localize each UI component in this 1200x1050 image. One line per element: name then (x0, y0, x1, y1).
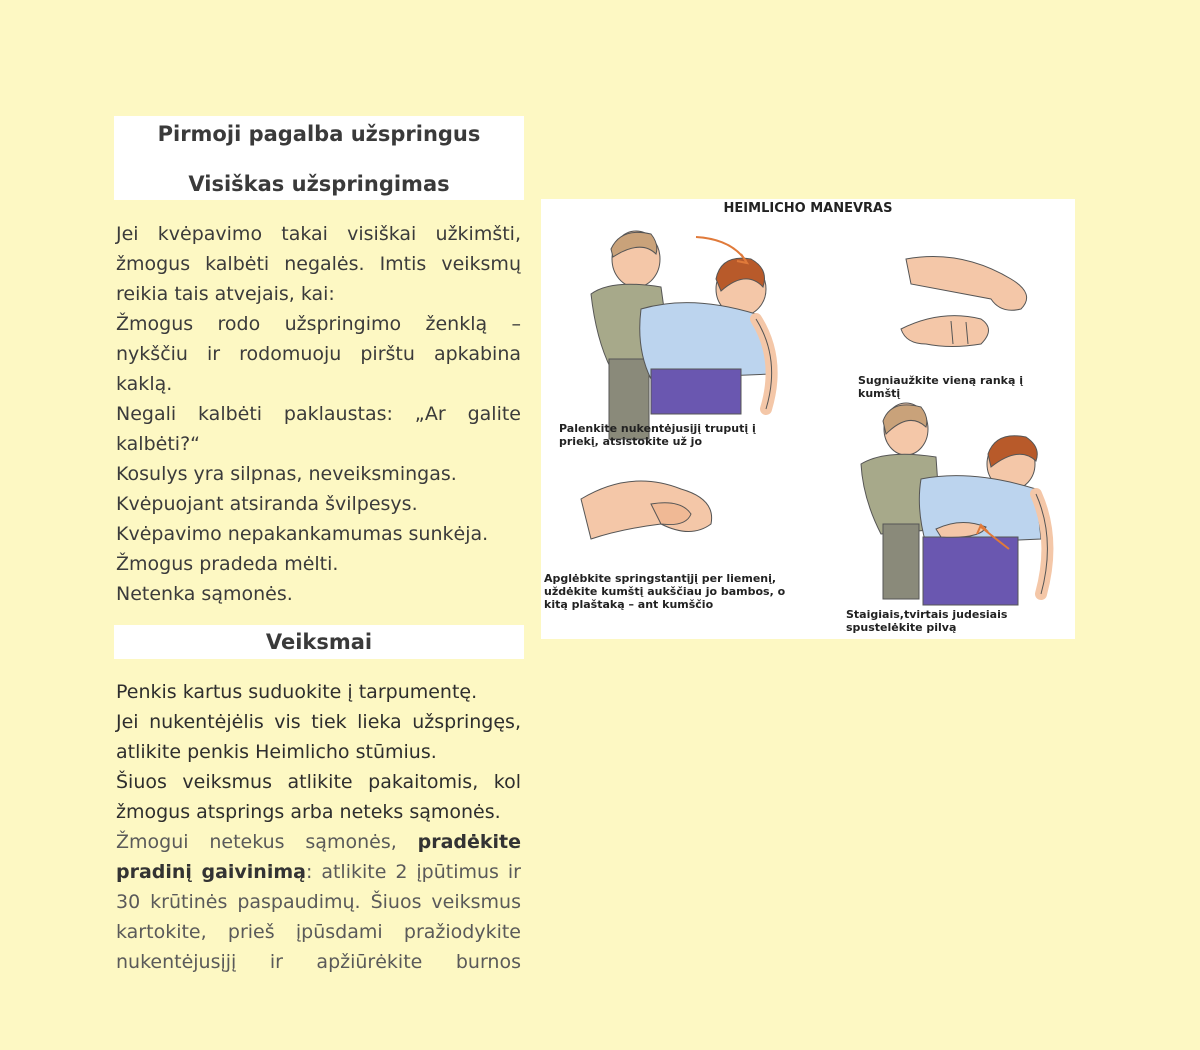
text-line (116, 827, 521, 857)
fist-figure (901, 257, 1027, 347)
text-line: nukentėjusįjį ir apžiūrėkite burnos (116, 951, 521, 973)
text-line: žmogus kalbėti negalės. Imtis veiksmų (116, 253, 521, 275)
lean-forward-figure (591, 231, 772, 439)
text-line: nykščiu ir rodomuoju pirštu apkabina (116, 343, 521, 365)
text-line: Netenka sąmonės. (116, 583, 293, 605)
caption-line: Sugniaužkite vieną ranką į (858, 374, 1024, 387)
page-title: Pirmoji pagalba užspringus (157, 122, 481, 146)
bold-text: pradėkite (417, 831, 521, 853)
text-segment: : atlikite 2 įpūtimus ir (305, 861, 521, 883)
caption-fist (858, 374, 1023, 400)
text-line: Šiuos veiksmus atlikite pakaitomis, kol (116, 771, 521, 793)
text-line: Jei kvėpavimo takai visiškai užkimšti, (116, 223, 521, 245)
caption-line: Palenkite nukentėjusįjį truputį į (559, 422, 756, 435)
illustration-title: HEIMLICHO MANEVRAS (723, 201, 893, 216)
abdominal-thrust-figure (861, 403, 1047, 605)
caption-line: kumštį (858, 387, 901, 400)
caption-line: spustelėkite pilvą (846, 621, 957, 634)
text-line: Kvėpuojant atsiranda švilpesys. (116, 493, 418, 515)
text-line: Žmogus pradeda mėlti. (116, 553, 339, 575)
text-line: Jei nukentėjėlis vis tiek lieka užspringęs, (116, 711, 521, 733)
text-line: žmogus atsprings arba neteks sąmonės. (116, 801, 501, 823)
heimlich-illustration (541, 199, 1075, 639)
bold-text: pradinį gaivinimą (116, 861, 306, 883)
section-subtitle: Visiškas užspringimas (188, 172, 450, 196)
caption-line: Staigiais,tvirtais judesiais (846, 608, 1008, 621)
text-segment: Žmogui netekus sąmonės, (116, 831, 397, 853)
text-line: reikia tais atvejais, kai: (116, 283, 335, 305)
text-line: Penkis kartus suduokite į tarpumentę. (116, 681, 478, 703)
caption-thrust (846, 608, 1007, 634)
actions-title: Veiksmai (265, 630, 373, 654)
text-line: Negali kalbėti paklaustas: „Ar galite (116, 403, 521, 425)
text-line: Kosulys yra silpnas, neveiksmingas. (116, 463, 457, 485)
intro-paragraph (116, 219, 521, 609)
section-heading-box (114, 116, 524, 200)
text-line: Žmogus rodo užspringimo ženklą – (116, 313, 521, 335)
text-line: kalbėti?“ (116, 433, 200, 455)
caption-line: priekį, atsistokite už jo (559, 435, 703, 448)
text-line (116, 857, 521, 887)
caption-line: Apglėbkite springstantįjį per liemenį, (544, 572, 777, 585)
grab-waist-figure (581, 481, 712, 539)
steps-paragraph (116, 677, 521, 977)
text-line: Kvėpavimo nepakankamumas sunkėja. (116, 523, 489, 545)
text-line: kartokite, prieš įpūsdami pražiodykite (116, 921, 521, 943)
caption-grab (544, 572, 785, 611)
text-line: atlikite penkis Heimlicho stūmius. (116, 741, 437, 763)
caption-line: uždėkite kumštį aukščiau jo bambos, o (544, 585, 786, 598)
actions-heading (114, 625, 524, 659)
caption-lean (559, 422, 756, 448)
text-line: kaklą. (116, 373, 173, 395)
text-line: 30 krūtinės paspaudimų. Šiuos veiksmus (116, 891, 521, 913)
caption-line: kitą plaštaką – ant kumščio (544, 598, 714, 611)
